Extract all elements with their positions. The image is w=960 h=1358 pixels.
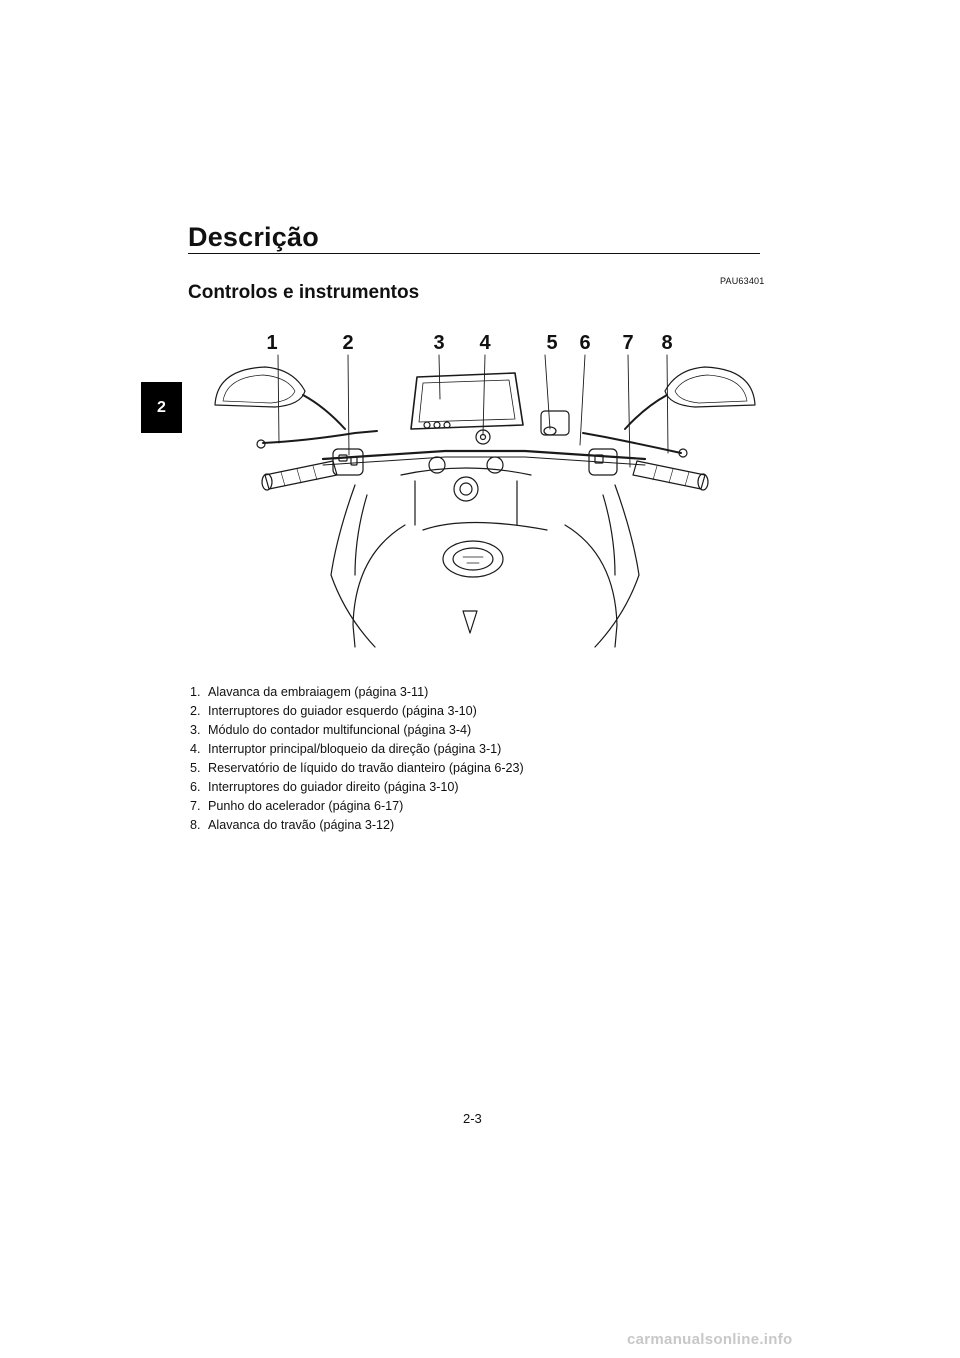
legend-item: 1. Alavanca da embraiagem (página 3-11) — [190, 685, 429, 699]
triple-clamp — [401, 457, 531, 525]
legend-item: 2. Interruptores do guiador esquerdo (página 3-10) — [190, 704, 477, 718]
callout-5: 5 — [546, 332, 558, 354]
page-number: 2-3 — [463, 1111, 482, 1126]
brake-fluid-reservoir — [541, 411, 569, 435]
chapter-tab-label: 2 — [157, 399, 166, 416]
section-title: Controlos e instrumentos — [188, 282, 420, 303]
right-mirror — [625, 367, 755, 429]
brake-lever — [583, 433, 687, 457]
legend-item: 5. Reservatório de líquido do travão dianteiro (página 6-23) — [190, 761, 524, 775]
callout-2: 2 — [342, 332, 354, 354]
left-grip — [262, 461, 337, 490]
legend-item: 3. Módulo do contador multifuncional (página 3-4) — [190, 723, 472, 737]
title-divider — [188, 253, 760, 254]
fairing — [331, 485, 639, 647]
clutch-lever — [257, 431, 377, 448]
legend-item: 8. Alavanca do travão (página 3-12) — [190, 818, 395, 832]
callout-7: 7 — [622, 332, 634, 354]
callout-3: 3 — [433, 332, 445, 354]
callout-1: 1 — [266, 332, 278, 354]
chapter-tab — [141, 382, 182, 433]
handlebar-controls-illustration — [205, 325, 765, 655]
callout-8: 8 — [661, 332, 673, 354]
legend-item: 6. Interruptores do guiador direito (página 3-10) — [190, 780, 459, 794]
page-title: Descrição — [188, 222, 319, 252]
left-switch-housing — [333, 449, 363, 475]
legend-item: 4. Interruptor principal/bloqueio da direção (página 3-1) — [190, 742, 502, 756]
legend-item: 7. Punho do acelerador (página 6-17) — [190, 799, 404, 813]
instrument-cluster — [411, 373, 523, 429]
reference-code: PAU63401 — [720, 276, 765, 286]
left-mirror — [215, 367, 345, 429]
callout-4: 4 — [479, 332, 491, 354]
legend-list — [190, 683, 524, 835]
callout-6: 6 — [579, 332, 591, 354]
watermark: carmanualsonline.info — [627, 1331, 793, 1348]
fuel-tank — [353, 523, 617, 648]
